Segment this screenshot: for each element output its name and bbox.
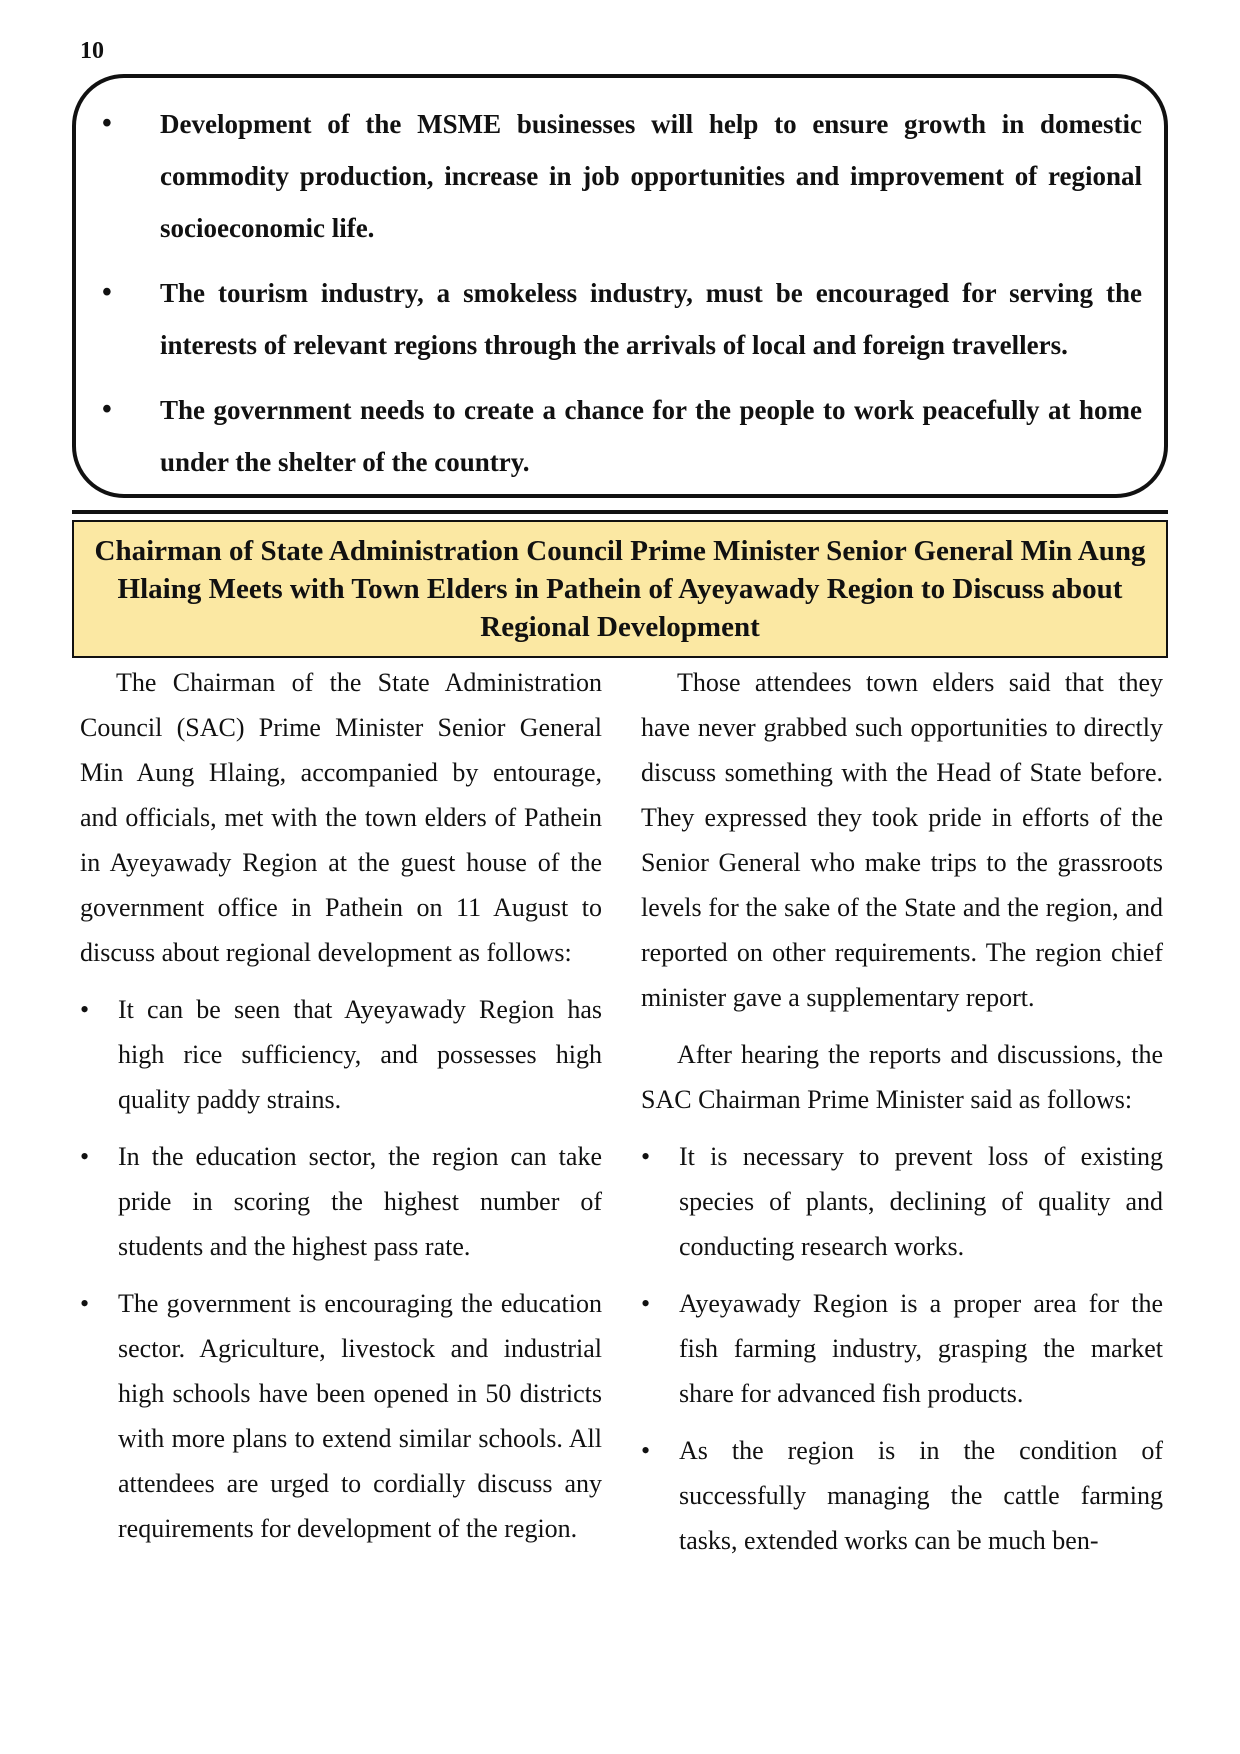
highlight-list	[102, 98, 1142, 501]
list-item: • It can be seen that Ayeyawady Region has high rice sufficiency, and possesses high quality paddy strains.	[80, 987, 602, 1122]
article-title: Chairman of State Administration Council Prime Minister Senior General Min Aung Hlaing Meets with Town Elders in Pathein of Ayeyawady Region to Discuss about Regional Development	[94, 535, 1146, 643]
attendees-paragraph: Those attendees town elders said that they have never grabbed such opportunities to directly discuss something with the Head of State before. They expressed they took pride in efforts of the Senior General who make trips to the grassroots levels for the sake of the State and the region, and reported on other requirements. The region chief minister gave a supplementary report.	[641, 668, 1163, 1012]
right-bullet-list	[641, 1134, 1163, 1563]
list-item: • It is necessary to prevent loss of existing species of plants, declining of quality and conducting research works.	[641, 1134, 1163, 1269]
highlight-box	[72, 74, 1168, 498]
list-item: • In the education sector, the region can take pride in scoring the highest number of students and the highest pass rate.	[80, 1134, 602, 1269]
left-bullet-list	[80, 987, 602, 1551]
chairman-paragraph: After hearing the reports and discussions, the SAC Chairman Prime Minister said as follows:	[641, 1040, 1163, 1114]
list-item: • The government is encouraging the education sector. Agriculture, livestock and industrial high schools have been opened in 50 districts with more plans to extend similar schools. All attendees are urged to cordially discuss any requirements for development of the region.	[80, 1281, 602, 1551]
highlight-bullet: • The tourism industry, a smokeless industry, must be encouraged for serving the interests of relevant regions through the arrivals of local and foreign travellers.	[102, 267, 1142, 371]
intro-paragraph: The Chairman of the State Administration Council (SAC) Prime Minister Senior General Min Aung Hlaing, accompanied by entourage, and officials, met with the town elders of Pathein in Ayeyawady Region at the guest house of the government office in Pathein on 11 August to discuss about regional development as follows:	[80, 668, 602, 967]
section-divider	[72, 510, 1168, 514]
list-item: • As the region is in the condition of successfully managing the cattle farming tasks, extended works can be much ben-	[641, 1428, 1163, 1563]
list-item: • Ayeyawady Region is a proper area for the fish farming industry, grasping the market share for advanced fish products.	[641, 1281, 1163, 1416]
article-title-box	[72, 520, 1168, 658]
page-number: 10	[80, 38, 104, 64]
left-column	[80, 660, 602, 1563]
highlight-bullet: • The government needs to create a chance for the people to work peacefully at home under the shelter of the country.	[102, 384, 1142, 488]
highlight-bullet: • Development of the MSME businesses will help to ensure growth in domestic commodity production, increase in job opportunities and improvement of regional socioeconomic life.	[102, 98, 1142, 254]
right-column	[641, 660, 1163, 1575]
